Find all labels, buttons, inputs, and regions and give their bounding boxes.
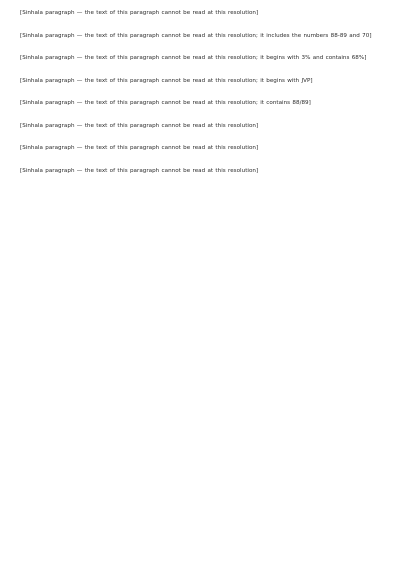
article-paragraph-7: [Sinhala paragraph — the text of this paragraph cannot be read at this resolution] bbox=[20, 145, 259, 151]
article-paragraph-1: [Sinhala paragraph — the text of this paragraph cannot be read at this resolution] bbox=[20, 10, 259, 16]
article-paragraph-6: [Sinhala paragraph — the text of this paragraph cannot be read at this resolution] bbox=[20, 122, 259, 129]
article-paragraph-8: [Sinhala paragraph — the text of this paragraph cannot be read at this resolution] bbox=[20, 167, 259, 174]
article-paragraph-4: [Sinhala paragraph — the text of this paragraph cannot be read at this resolution; it begins with JVP] bbox=[20, 77, 313, 84]
article-paragraph-5: [Sinhala paragraph — the text of this paragraph cannot be read at this resolution; it contains 88/89] bbox=[20, 100, 311, 106]
article-paragraph-2: [Sinhala paragraph — the text of this paragraph cannot be read at this resolution; it includes the numbers 88-89 and 70] bbox=[20, 32, 372, 39]
article-paragraph-3: [Sinhala paragraph — the text of this paragraph cannot be read at this resolution; it begins with 3% and contains 68%] bbox=[20, 55, 367, 61]
